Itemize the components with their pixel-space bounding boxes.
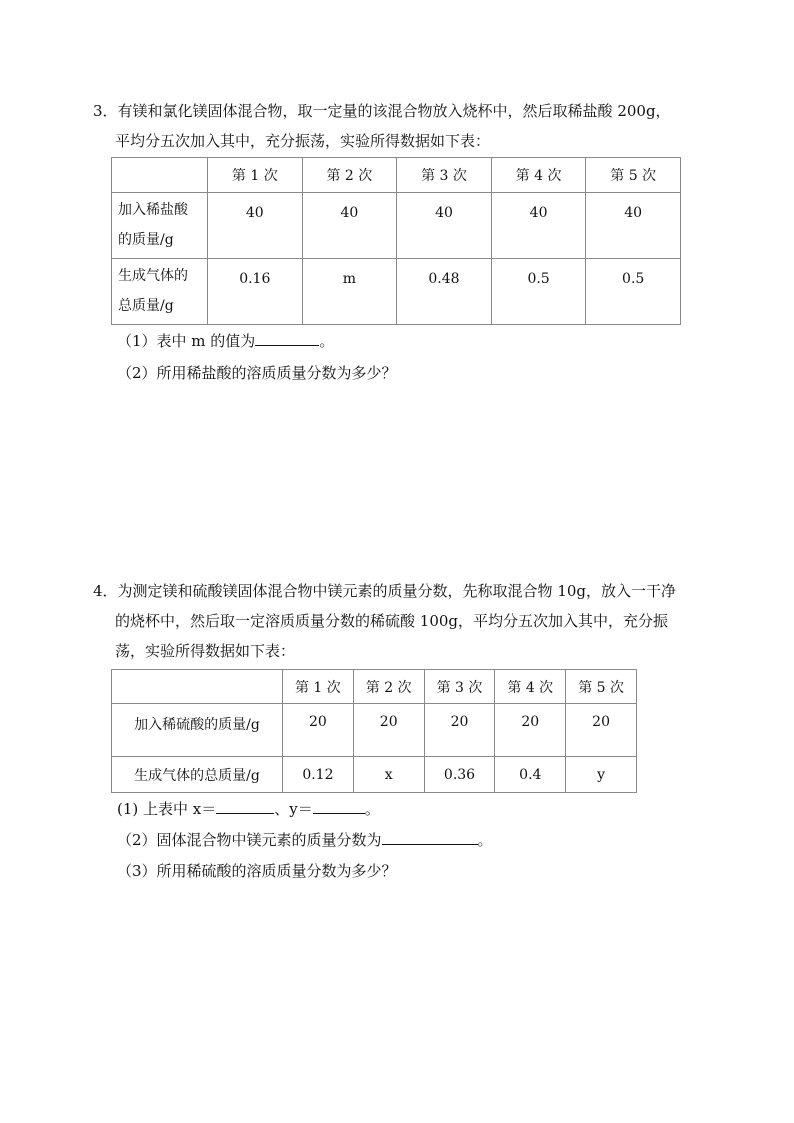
table-row xyxy=(112,757,637,793)
q3-data-table xyxy=(111,157,681,325)
row-label-line: 的质量/g xyxy=(118,232,174,248)
table-cell: 0.36 xyxy=(424,757,495,793)
table-cell: 0.4 xyxy=(495,757,566,793)
row-label-line: 生成气体的 xyxy=(118,268,188,284)
table-cell: 0.16 xyxy=(208,259,303,325)
q4-header-4: 第 4 次 xyxy=(495,670,566,704)
table-cell: x xyxy=(353,757,424,793)
table-cell: 0.5 xyxy=(491,259,586,325)
row-label-line: 总质量/g xyxy=(118,298,174,314)
q4-data-table xyxy=(111,669,637,793)
answer-blank xyxy=(313,799,365,814)
q3-stem-line1: 3．有镁和氯化镁固体混合物，取一定量的该混合物放入烧杯中，然后取稀盐酸 200g， xyxy=(93,102,671,120)
q4-subquestion-1 xyxy=(117,799,380,819)
q4-subquestion-3: （3）所用稀硫酸的溶质质量分数为多少？ xyxy=(117,862,397,880)
q3-sub1-end: 。 xyxy=(319,332,335,350)
q4-sub2-end: 。 xyxy=(477,831,493,849)
table-row xyxy=(112,259,681,325)
q4-sub1-end: 。 xyxy=(364,800,380,818)
q3-row-label-gas xyxy=(112,259,208,325)
table-cell: 40 xyxy=(302,193,397,259)
q4-table-corner xyxy=(112,670,283,704)
table-cell: 0.12 xyxy=(283,757,354,793)
answer-blank xyxy=(216,799,274,814)
table-cell: m xyxy=(302,259,397,325)
table-cell: 20 xyxy=(424,704,495,757)
q4-sub1-mid: 、y＝ xyxy=(274,800,313,818)
q4-header-1: 第 1 次 xyxy=(283,670,354,704)
q3-header-5: 第 5 次 xyxy=(586,158,681,193)
q3-header-3: 第 3 次 xyxy=(397,158,492,193)
q3-header-1: 第 1 次 xyxy=(208,158,303,193)
table-row xyxy=(112,704,637,757)
q3-header-2: 第 2 次 xyxy=(302,158,397,193)
table-row xyxy=(112,193,681,259)
answer-blank xyxy=(382,830,478,845)
q3-header-4: 第 4 次 xyxy=(491,158,586,193)
q3-row-label-acid xyxy=(112,193,208,259)
q4-stem-line3: 荡，实验所得数据如下表： xyxy=(115,642,296,660)
q3-subquestion-1 xyxy=(117,331,334,351)
q3-table-corner xyxy=(112,158,208,193)
q3-stem-line2: 平均分五次加入其中，充分振荡，实验所得数据如下表： xyxy=(115,132,491,150)
q4-sub1-text: (1) 上表中 x＝ xyxy=(117,800,217,818)
q4-header-2: 第 2 次 xyxy=(353,670,424,704)
table-cell: y xyxy=(566,757,637,793)
table-cell: 40 xyxy=(491,193,586,259)
q3-sub1-text: （1）表中 m 的值为 xyxy=(117,332,256,350)
row-label-line: 加入稀盐酸 xyxy=(118,202,188,218)
q4-header-3: 第 3 次 xyxy=(424,670,495,704)
q4-stem-line1: 4．为测定镁和硫酸镁固体混合物中镁元素的质量分数，先称取混合物 10g，放入一干净 xyxy=(93,582,677,600)
q4-row-label-gas: 生成气体的总质量/g xyxy=(112,757,283,793)
table-cell: 20 xyxy=(495,704,566,757)
q4-row-label-acid: 加入稀硫酸的质量/g xyxy=(112,704,283,757)
table-cell: 0.48 xyxy=(397,259,492,325)
table-cell: 20 xyxy=(283,704,354,757)
table-cell: 40 xyxy=(586,193,681,259)
q3-subquestion-2: （2）所用稀盐酸的溶质质量分数为多少？ xyxy=(117,364,397,382)
table-cell: 40 xyxy=(397,193,492,259)
q4-header-5: 第 5 次 xyxy=(566,670,637,704)
table-cell: 40 xyxy=(208,193,303,259)
q4-stem-line2: 的烧杯中，然后取一定溶质质量分数的稀硫酸 100g，平均分五次加入其中，充分振 xyxy=(115,612,669,630)
table-cell: 20 xyxy=(566,704,637,757)
q4-subquestion-2 xyxy=(117,830,493,850)
table-cell: 20 xyxy=(353,704,424,757)
table-cell: 0.5 xyxy=(586,259,681,325)
answer-blank xyxy=(255,331,319,346)
q4-sub2-text: （2）固体混合物中镁元素的质量分数为 xyxy=(117,831,382,849)
